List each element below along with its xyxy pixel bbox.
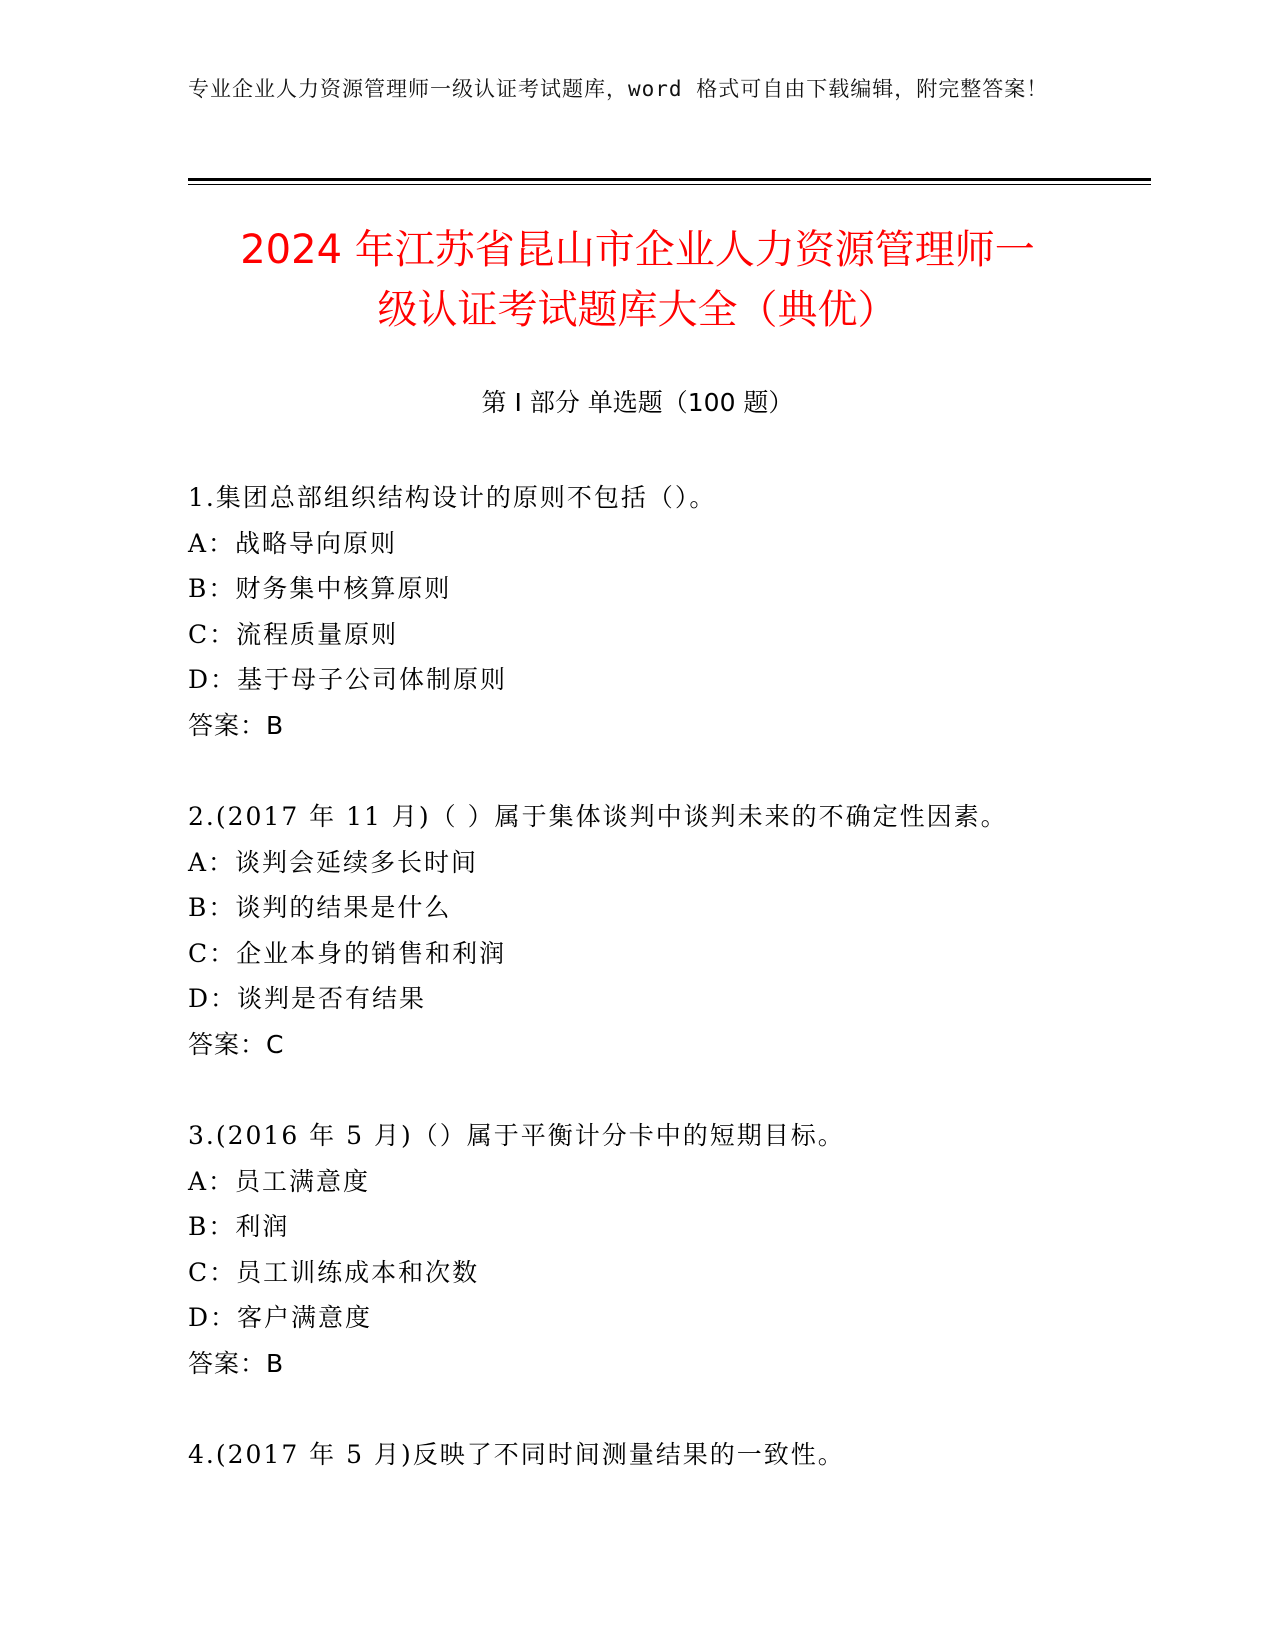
question-list [188, 475, 1148, 1524]
header-note: 专业企业人力资源管理师一级认证考试题库，word 格式可自由下载编辑，附完整答案！ [188, 77, 1049, 101]
document-title-line-2: 级认证考试题库大全（典优） [377, 287, 898, 333]
question-item [188, 1113, 1148, 1386]
option-d: D：客户满意度 [188, 1303, 373, 1332]
question-item [188, 794, 1148, 1067]
document-title-line-1: 2024 年江苏省昆山市企业人力资源管理师一 [240, 227, 1035, 273]
question-item [188, 1432, 1148, 1478]
question-answer: 答案：B [188, 710, 285, 740]
option-b: B：利润 [188, 1212, 290, 1241]
option-a: A：谈判会延续多长时间 [188, 847, 479, 877]
option-d: D：基于母子公司体制原则 [188, 665, 508, 694]
question-answer: 答案：B [188, 1348, 285, 1378]
option-c: C：员工训练成本和次数 [188, 1257, 480, 1287]
question-answer: 答案：C [188, 1029, 285, 1059]
header-divider-thin [188, 184, 1151, 185]
option-a: A：战略导向原则 [188, 528, 398, 558]
question-stem: 2.(2017 年 11 月)（ ）属于集体谈判中谈判未来的不确定性因素。 [188, 802, 1008, 831]
question-stem: 1.集团总部组织结构设计的原则不包括（）。 [188, 483, 717, 512]
question-stem: 3.(2016 年 5 月)（）属于平衡计分卡中的短期目标。 [188, 1121, 845, 1150]
option-c: C：流程质量原则 [188, 619, 399, 649]
option-b: B：财务集中核算原则 [188, 574, 452, 603]
document-title [160, 220, 1115, 340]
header-divider-thick [188, 178, 1151, 181]
option-d: D：谈判是否有结果 [188, 984, 427, 1013]
question-stem: 4.(2017 年 5 月)反映了不同时间测量结果的一致性。 [188, 1440, 845, 1469]
option-a: A：员工满意度 [188, 1166, 371, 1196]
option-b: B：谈判的结果是什么 [188, 893, 452, 922]
option-c: C：企业本身的销售和利润 [188, 938, 507, 968]
section-heading: 第 I 部分 单选题（100 题） [481, 388, 794, 417]
question-item [188, 475, 1148, 748]
